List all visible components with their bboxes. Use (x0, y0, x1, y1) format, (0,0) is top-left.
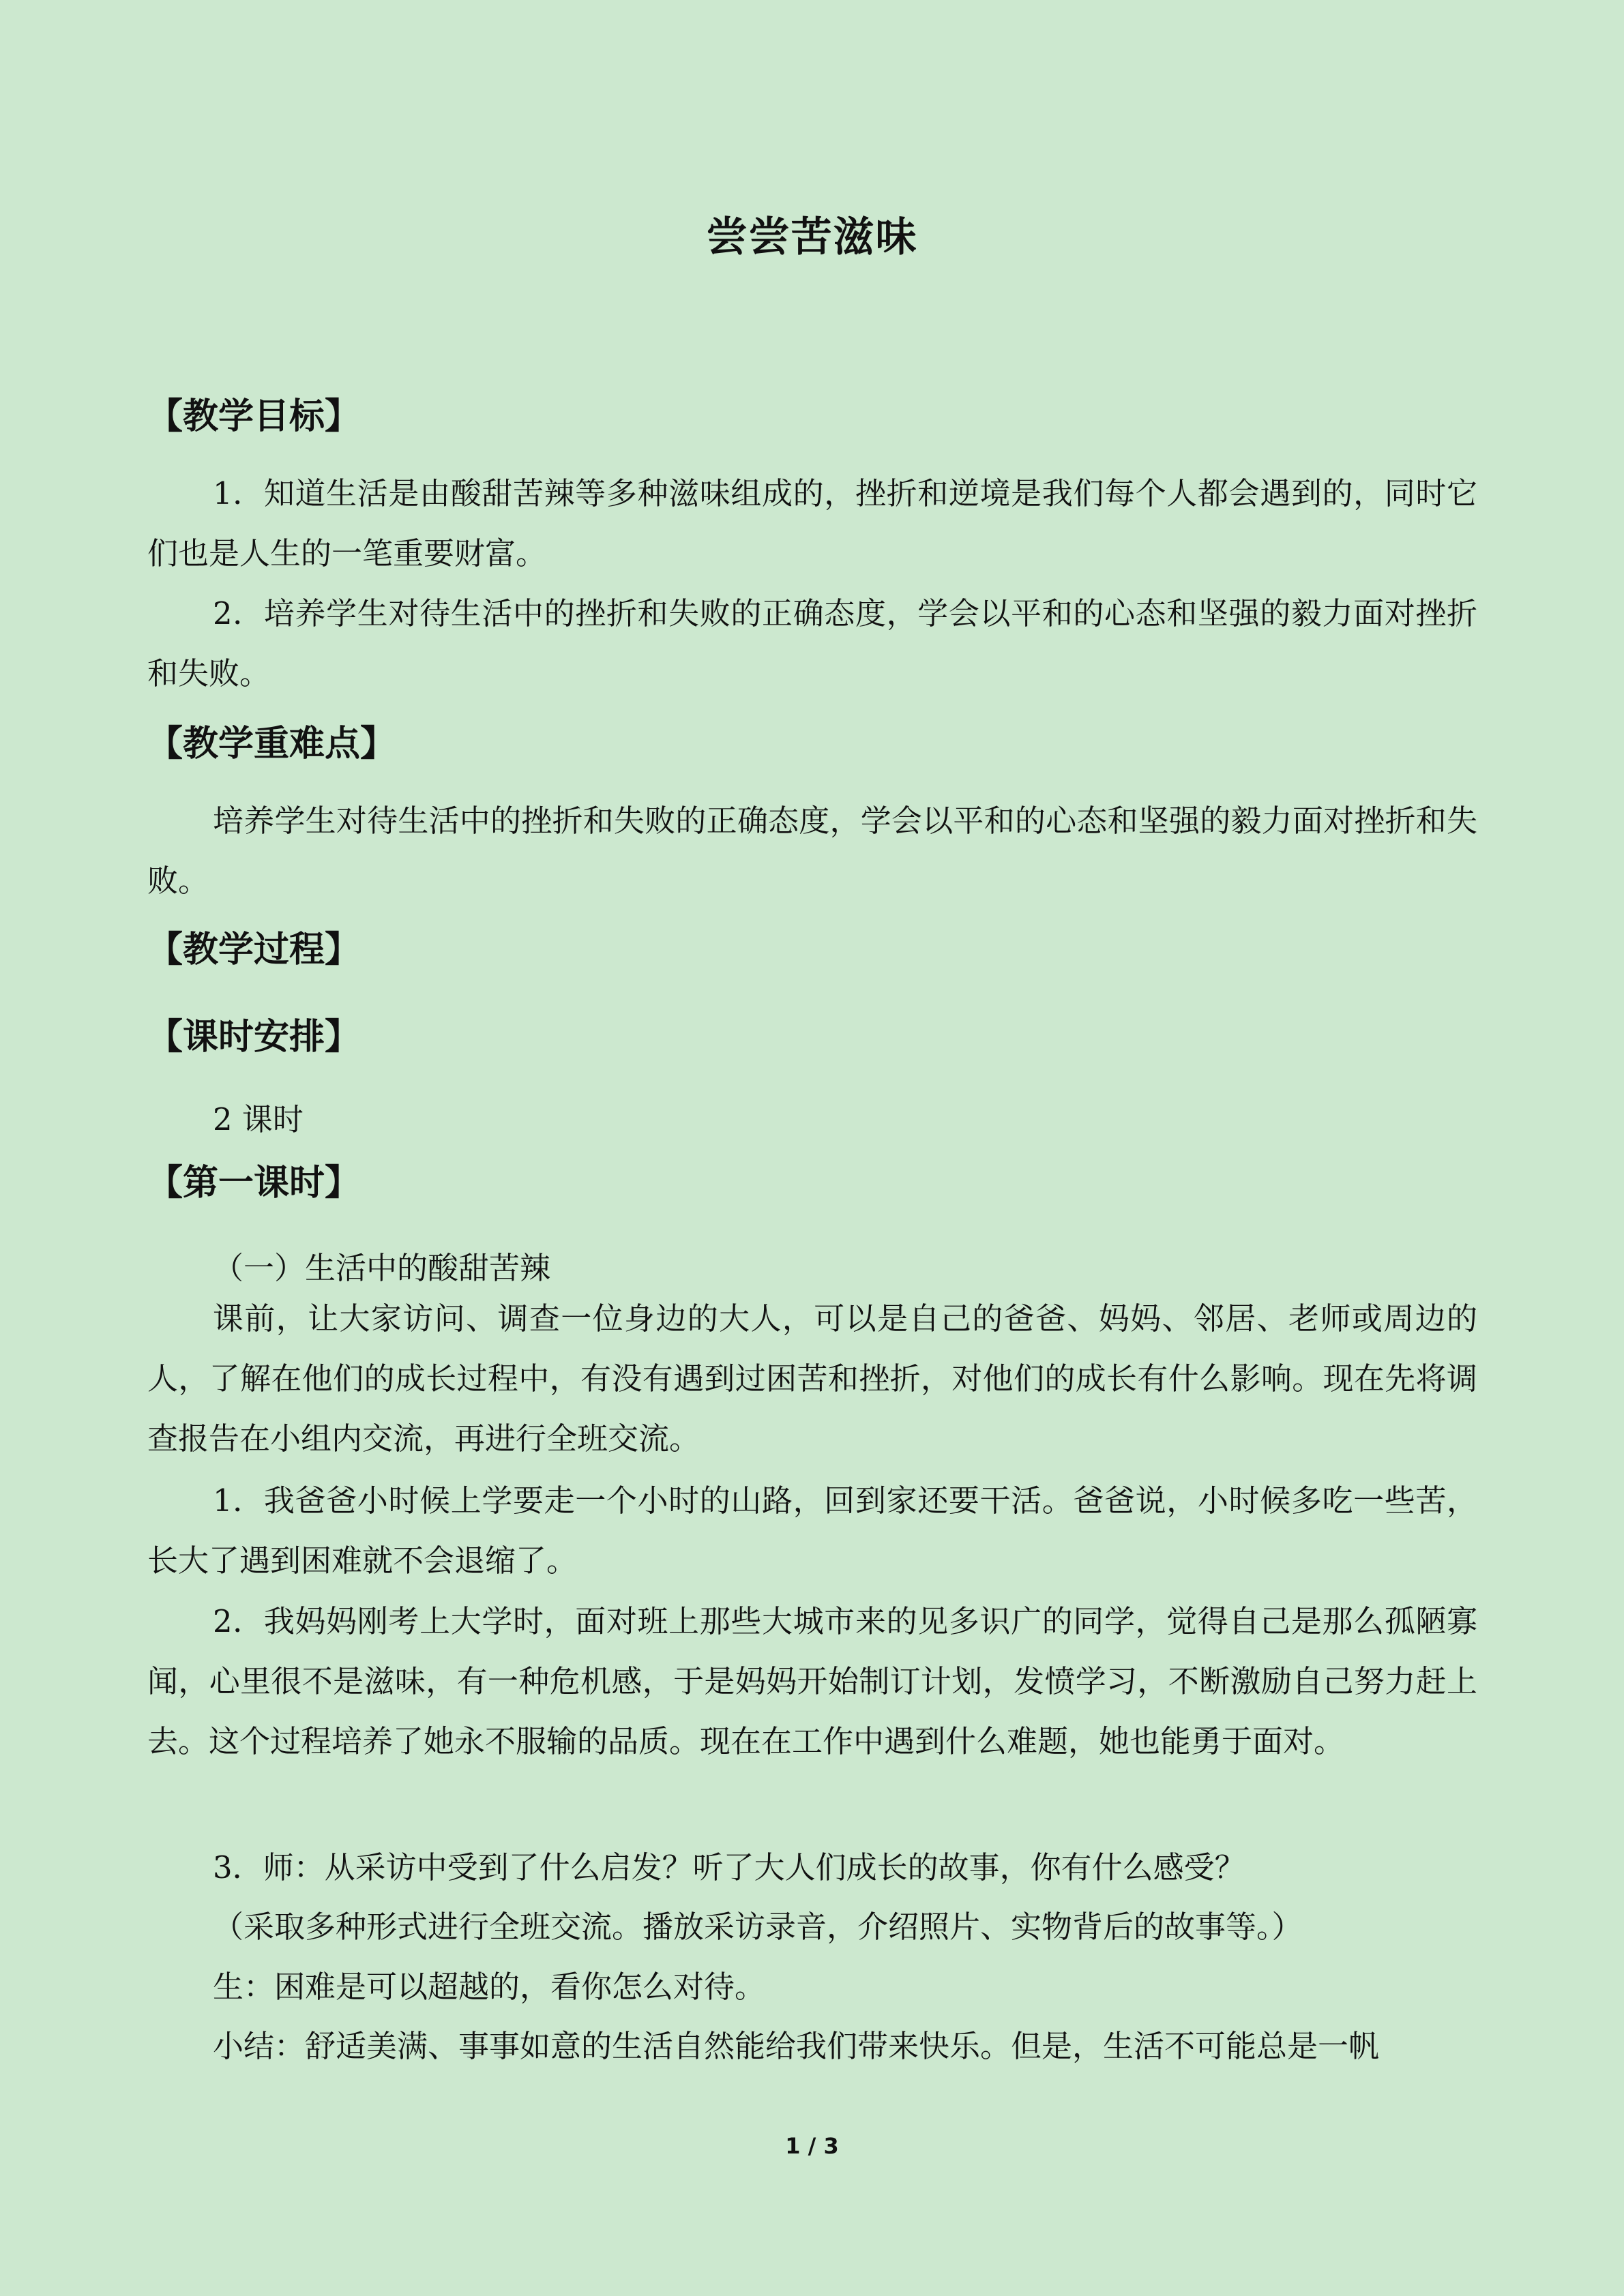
story-item-1: 1．我爸爸小时候上学要走一个小时的山路，回到家还要干活。爸爸说，小时候多吃一些苦，长大了遇到困难就不会退缩了。 (147, 1482, 1477, 1579)
heading-schedule: 【课时安排】 (147, 1017, 361, 1058)
heading-key-points: 【教学重难点】 (147, 724, 396, 764)
activity-note: （采取多种形式进行全班交流。播放采访录音，介绍照片、实物背后的故事等。） (213, 1909, 1303, 1945)
schedule-text: 2 课时 (213, 1101, 304, 1137)
heading-goals: 【教学目标】 (147, 396, 361, 437)
page-number: 1 / 3 (785, 2133, 839, 2159)
page-title: 尝尝苦滋味 (706, 213, 918, 261)
story-item-2: 2．我妈妈刚考上大学时，面对班上那些大城市来的见多识广的同学，觉得自己是那么孤陋寡闻，心里很不是滋味，有一种危机感，于是妈妈开始制订计划，发愤学习，不断激励自己努力赶上去。这个过程培养了她永不服输的品质。现在在工作中遇到什么难题，她也能勇于面对。 (147, 1603, 1477, 1759)
key-points-text: 培养学生对待生活中的挫折和失败的正确态度，学会以平和的心态和坚强的毅力面对挫折和失败。 (147, 803, 1477, 899)
summary-text: 小结：舒适美满、事事如意的生活自然能给我们带来快乐。但是，生活不可能总是一帆 (213, 2028, 1380, 2064)
goal-item-2: 2．培养学生对待生活中的挫折和失败的正确态度，学会以平和的心态和坚强的毅力面对挫折和失败。 (147, 595, 1477, 691)
heading-lesson-1: 【第一课时】 (147, 1163, 361, 1204)
heading-process: 【教学过程】 (147, 929, 361, 970)
lesson1-subheading: （一）生活中的酸甜苦辣 (213, 1250, 551, 1286)
goal-item-1: 1．知道生活是由酸甜苦辣等多种滋味组成的，挫折和逆境是我们每个人都会遇到的，同时它们也是人生的一笔重要财富。 (147, 475, 1477, 571)
lesson1-intro: 课前，让大家访问、调查一位身边的大人，可以是自己的爸爸、妈妈、邻居、老师或周边的人，了解在他们的成长过程中，有没有遇到过困苦和挫折，对他们的成长有什么影响。现在先将调查报告在小组内交流，再进行全班交流。 (147, 1300, 1477, 1457)
student-answer: 生：困难是可以超越的，看你怎么对待。 (213, 1969, 766, 2005)
teacher-question: 3．师：从采访中受到了什么启发？听了大人们成长的故事，你有什么感受？ (213, 1849, 1245, 1885)
